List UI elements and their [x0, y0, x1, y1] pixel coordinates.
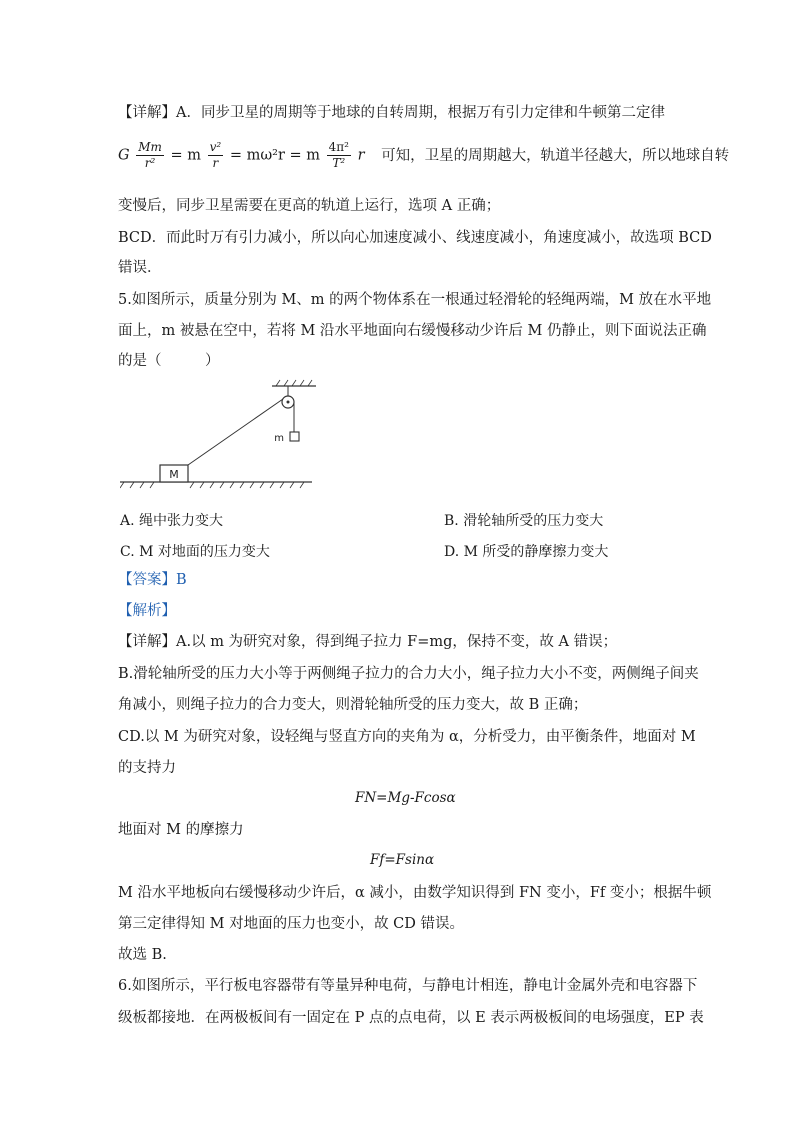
analysis-line: M 沿水平地板向右缓慢移动少许后，α 减小，由数学知识得到 FN 变小，Ff 变小；根据牛顿	[118, 885, 712, 901]
analysis-line: 故选 B.	[118, 947, 167, 963]
question-5-line: 5.如图所示，质量分别为 M、m 的两个物体系在一根通过轻滑轮的轻绳两端，M 放在水平地	[118, 292, 712, 308]
option-d: D. M 所受的静摩擦力变大	[444, 544, 609, 560]
question-5-line: 面上，m 被悬在空中，若将 M 沿水平地面向右缓慢移动少许后 M 仍静止，则下面说法正确	[118, 323, 707, 339]
answer-label: 【答案】B	[118, 572, 187, 588]
text-line: BCD．而此时万有引力减小，所以向心加速度减小、线速度减小，角速度减小，故选项 BCD	[118, 230, 712, 246]
analysis-title: 【解析】	[118, 603, 176, 619]
option-b: B. 滑轮轴所受的压力变大	[444, 513, 604, 529]
block-m	[290, 432, 299, 441]
option-a: A. 绳中张力变大	[120, 513, 224, 529]
text-line: 变慢后，同步卫星需要在更高的轨道上运行，选项 A 正确；	[118, 198, 501, 214]
pulley-figure	[120, 378, 320, 490]
analysis-line: B.滑轮轴所受的压力大小等于两侧绳子拉力的合力大小，绳子拉力大小不变，两侧绳子间夹	[118, 666, 699, 682]
option-c: C. M 对地面的压力变大	[120, 544, 270, 560]
rope	[188, 399, 283, 465]
block-m-label: m	[274, 433, 284, 444]
formula-g: G	[118, 147, 130, 164]
analysis-line: 【详解】A.以 m 为研究对象，得到绳子拉力 F=mg，保持不变，故 A 错误；	[118, 634, 618, 650]
text-line: 【详解】A．同步卫星的周期等于地球的自转周期，根据万有引力定律和牛顿第二定律	[118, 105, 665, 121]
fraction: $\frac{\text{4π²}}{\text{T²}}$	[328, 140, 349, 170]
question-6-line: 6.如图所示，平行板电容器带有等量异种电荷，与静电计相连，静电计金属外壳和电容器下	[118, 978, 698, 994]
analysis-line: 角减小，则绳子拉力的合力变大，则滑轮轴所受的压力变大，故 B 正确；	[118, 697, 588, 713]
analysis-line: CD.以 M 为研究对象，设轻绳与竖直方向的夹角为 α，分析受力，由平衡条件，地面对 M	[118, 729, 696, 745]
question-6-line: 级板都接地．在两极板间有一固定在 P 点的点电荷，以 E 表示两极板间的电场强度，EP 表	[118, 1010, 704, 1026]
fraction: $\frac{Mm}{\text{r²}}$	[138, 140, 162, 170]
question-5-line: 的是（ ）	[118, 353, 220, 369]
gravitation-formula: G $\frac{Mm}{\text{r²}}$ = m $\frac{\text{v²}}{r}$ = mω²r = m $\frac{\text{4π²}}{\text{T²}}$ r 可知，卫星的周期越大，轨道半径越大，所以地球自转	[118, 140, 730, 170]
analysis-line: 第三定律得知 M 对地面的压力也变小，故 CD 错误。	[118, 916, 465, 932]
analysis-line: 地面对 M 的摩擦力	[118, 822, 244, 838]
block-M-label: M	[169, 468, 179, 481]
analysis-line: 的支持力	[118, 760, 176, 776]
text-line: 可知，卫星的周期越大，轨道半径越大，所以地球自转	[381, 147, 730, 164]
equation-friction: Ff=Fsinα	[370, 852, 435, 868]
text-line: 错误．	[118, 260, 162, 276]
fraction: $\frac{\text{v²}}{r}$	[209, 140, 222, 170]
equation-normal-force: FN=Mg-Fcosα	[355, 790, 456, 806]
